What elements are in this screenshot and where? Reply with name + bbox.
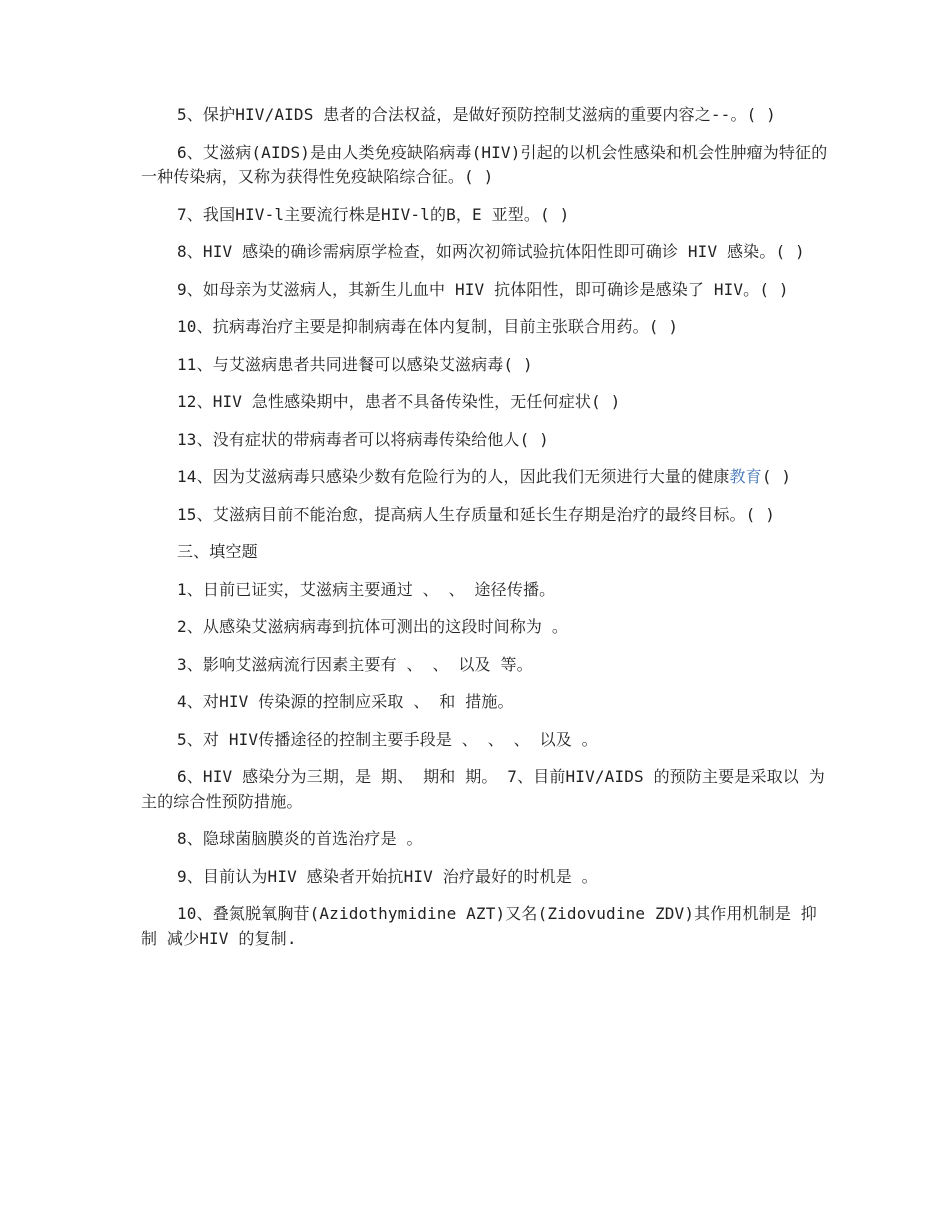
question-tf-14-bracket: ( )	[761, 467, 792, 486]
question-fill-9: 9、目前认为HIV 感染者开始抗HIV 治疗最好的时机是 。	[177, 866, 598, 886]
question-fill-1: 1、日前已证实，艾滋病主要通过 、 、 途径传播。	[177, 579, 556, 599]
question-tf-9: 9、如母亲为艾滋病人，其新生儿血中 HIV 抗体阳性，即可确诊是感染了 HIV。( )	[177, 279, 789, 299]
question-tf-6: 6、艾滋病(AIDS)是由人类免疫缺陷病毒(HIV)引起的以机会性感染和机会性肿瘤为特征的一种传染病，又称为获得性免疫缺陷综合征。( )	[141, 142, 828, 186]
education-link[interactable]: 教育	[729, 467, 762, 486]
question-fill-2: 2、从感染艾滋病病毒到抗体可测出的这段时间称为 。	[177, 617, 569, 636]
section-heading-fill-blank: 三、填空题	[177, 542, 258, 561]
question-tf-11: 11、与艾滋病患者共同进餐可以感染艾滋病毒( )	[177, 354, 533, 374]
document-body	[141, 103, 831, 964]
question-fill-10: 10、叠氮脱氧胸苷(Azidothymidine AZT)又名(Zidovudine ZDV)其作用机制是 抑制 减少HIV 的复制.	[141, 904, 817, 948]
question-tf-10: 10、抗病毒治疗主要是抑制病毒在体内复制，目前主张联合用药。( )	[177, 317, 679, 336]
question-tf-7: 7、我国HIV-l主要流行株是HIV-l的B，E 亚型。( )	[177, 204, 570, 224]
question-fill-3: 3、影响艾滋病流行因素主要有 、 、 以及 等。	[177, 654, 533, 674]
question-fill-4: 4、对HIV 传染源的控制应采取 、 和 措施。	[177, 692, 514, 711]
question-tf-13: 13、没有症状的带病毒者可以将病毒传染给他人( )	[177, 429, 549, 449]
question-tf-8: 8、HIV 感染的确诊需病原学检查，如两次初筛试验抗体阳性即可确诊 HIV 感染。( )	[177, 242, 805, 261]
question-fill-8: 8、隐球菌脑膜炎的首选治疗是 。	[177, 829, 423, 848]
question-tf-14	[141, 465, 831, 490]
question-tf-14-text: 14、因为艾滋病毒只感染少数有危险行为的人，因此我们无须进行大量的健康	[177, 467, 730, 486]
question-tf-15: 15、艾滋病目前不能治愈，提高病人生存质量和延长生存期是治疗的最终目标。( )	[177, 504, 776, 524]
question-fill-6-7: 6、HIV 感染分为三期，是 期、 期和 期。 7、目前HIV/AIDS 的预防主要是采取以 为主的综合性预防措施。	[141, 767, 825, 811]
question-tf-12: 12、HIV 急性感染期中，患者不具备传染性，无任何症状( )	[177, 392, 621, 411]
question-tf-5: 5、保护HIV/AIDS 患者的合法权益，是做好预防控制艾滋病的重要内容之--。( )	[177, 105, 776, 124]
question-fill-5: 5、对 HIV传播途径的控制主要手段是 、 、 、 以及 。	[177, 729, 598, 749]
